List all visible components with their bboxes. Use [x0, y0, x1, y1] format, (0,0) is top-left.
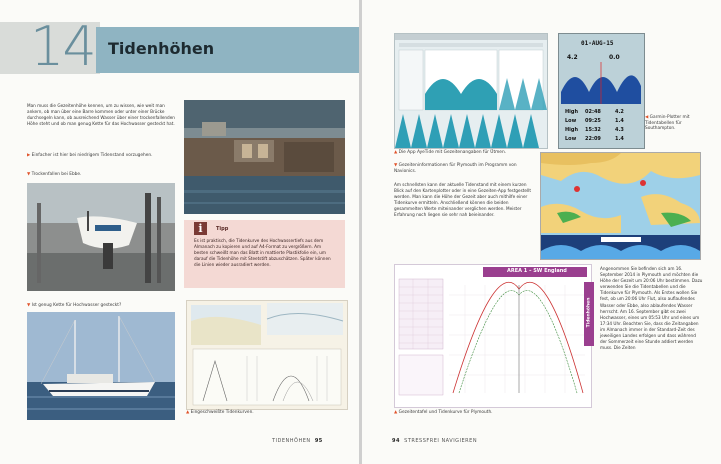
- map-paragraph: Am schnellsten kann der aktuelle Tidenstand mit einem kurzen Blick auf den Kartenplotter oder in eine Gezeiten-App festgestellt werden. Man kann die Höhe der Gezeit aber auch mithilfe einer Tidenkurve ermitteln. Anschließend können die beiden gesammelten Werte miteinander verglichen werden. Meister Erfahrung noch liegen sie sehr nah beieinander.: [394, 182, 531, 218]
- caption-arrow-icon: ▲: [394, 150, 399, 155]
- caption-arrow-icon: ▶: [27, 153, 32, 158]
- garmin-row-3: Low 22:09 1.4: [565, 136, 624, 142]
- tide-curve-header-text: AREA 1 – SW England: [507, 268, 567, 274]
- curve-caption: ▲ Gezeitentafel und Tidenkurve für Plymouth.: [394, 410, 493, 415]
- laminated-caption: ▲ Eingeschweißte Tidenkurven.: [186, 410, 254, 415]
- laminated-curves-photo: [186, 300, 348, 410]
- boat-caption: ▼ Ist genug Kette für Hochwasser gesteckt?: [27, 303, 122, 308]
- caption-arrow-icon: ▼: [27, 172, 32, 177]
- garmin-value-right: 0.0: [609, 54, 620, 61]
- tip-text: Es ist praktisch, die Tidenkurve des Hochwassertiefs aus dem Almanach zu kopieren und auf A4-Format zu vergrößern. Am besten schweißt man das Blatt in mattierte Plastikfolie ein, um darauf die Tidenhöhe mit Steetstift abzuschätzen. Später können die Linien wieder ausradiert werden.: [194, 238, 331, 268]
- tip-label: Tipp: [216, 226, 229, 232]
- anchored-boat-photo: [27, 312, 175, 420]
- caption-arrow-icon: ▼: [394, 163, 399, 168]
- navionics-map: [540, 152, 701, 260]
- right-footer-label: STRESSFREI NAVIGIEREN: [404, 438, 478, 444]
- side-paragraph: Angenommen Sie befinden sich am 16. September 2014 in Plymouth und möchten die Höhe der Gezeit um 20:06 Uhr bestimmen. Dazu verwenden Sie die Tidentabellen und die Tidenkurve für Plymouth. Als Erstes wollen Sie fest, ob um 20:06 Uhr Flut, also auflaufendes Wasser oder Ebbe, also ablaufendes Wasser herrscht. Am 16. September gibt es zwei Hochwasser, eines um 05:53 Uhr und eines um 17:34 Uhr. Beachten Sie, dass die Zeitangaben im Almanach immer in der Standard-Zeit des jeweiligen Landes erfolgen und dass während der Sommerzeit eine Stunde addiert werden muss. Die Zeiten: [600, 266, 703, 351]
- drying-dock-photo: [27, 183, 175, 291]
- map-caption: ▼ Gezeiteninformationen für Plymouth im Programm von Navionics.: [394, 163, 517, 174]
- garmin-row-2: High 15:32 4.3: [565, 127, 624, 133]
- garmin-row-0: High 02:48 4.2: [565, 109, 624, 115]
- tide-app-screenshot: [394, 33, 548, 149]
- intro-caption: ▶ Einfacher ist hier bei niedrigem Tidenstand vorzugehen.: [27, 153, 153, 158]
- left-footer: [272, 438, 323, 444]
- chapter-number: 14: [30, 15, 95, 78]
- chapter-title: Tidenhöhen: [108, 39, 215, 58]
- right-page: [362, 0, 721, 464]
- info-icon: i: [194, 222, 207, 235]
- garmin-row-1: Low 09:25 1.4: [565, 118, 624, 124]
- caption-arrow-icon: ▲: [394, 410, 399, 415]
- intro-paragraph: Man muss die Gezeitenhöhe kennen, um zu wissen, wie weit man ankern, ob man über eine Barre kommen oder unter einer Brücke durchsegeln kann, ob ausreichend Wasser über einer trockenfallenden Höhe steht und ob man genug Kette für das Hochwasser gesteckt hat.: [27, 103, 175, 127]
- garmin-caption: ◀ Garmin-Plotter mit Tidentabellen für Southampton.: [645, 115, 690, 132]
- left-page: [0, 0, 359, 464]
- garmin-plotter-screen: [558, 33, 645, 149]
- garmin-tide-table: [565, 108, 641, 144]
- app-caption: ▲ Die App AyeTide mit Gezeitenangaben für Ütmen.: [394, 150, 507, 155]
- caption-arrow-icon: ◀: [645, 115, 650, 120]
- right-footer: [392, 438, 477, 444]
- side-tab-label: Tidenhöhen: [586, 297, 592, 328]
- tide-curve-chart: [394, 264, 592, 408]
- harbour-wall-photo: [184, 100, 345, 214]
- dock-caption: ▼ Trockenfallen bei Ebbe.: [27, 172, 82, 177]
- left-page-number: 95: [314, 438, 323, 444]
- right-page-number: 94: [392, 438, 400, 444]
- left-footer-label: TIDENHÖHEN: [272, 438, 311, 444]
- tip-box: [184, 220, 345, 288]
- caption-arrow-icon: ▼: [27, 303, 32, 308]
- garmin-value-left: 4.2: [567, 54, 578, 61]
- caption-arrow-icon: ▲: [186, 410, 191, 415]
- garmin-date: 01-AUG-15: [581, 40, 614, 47]
